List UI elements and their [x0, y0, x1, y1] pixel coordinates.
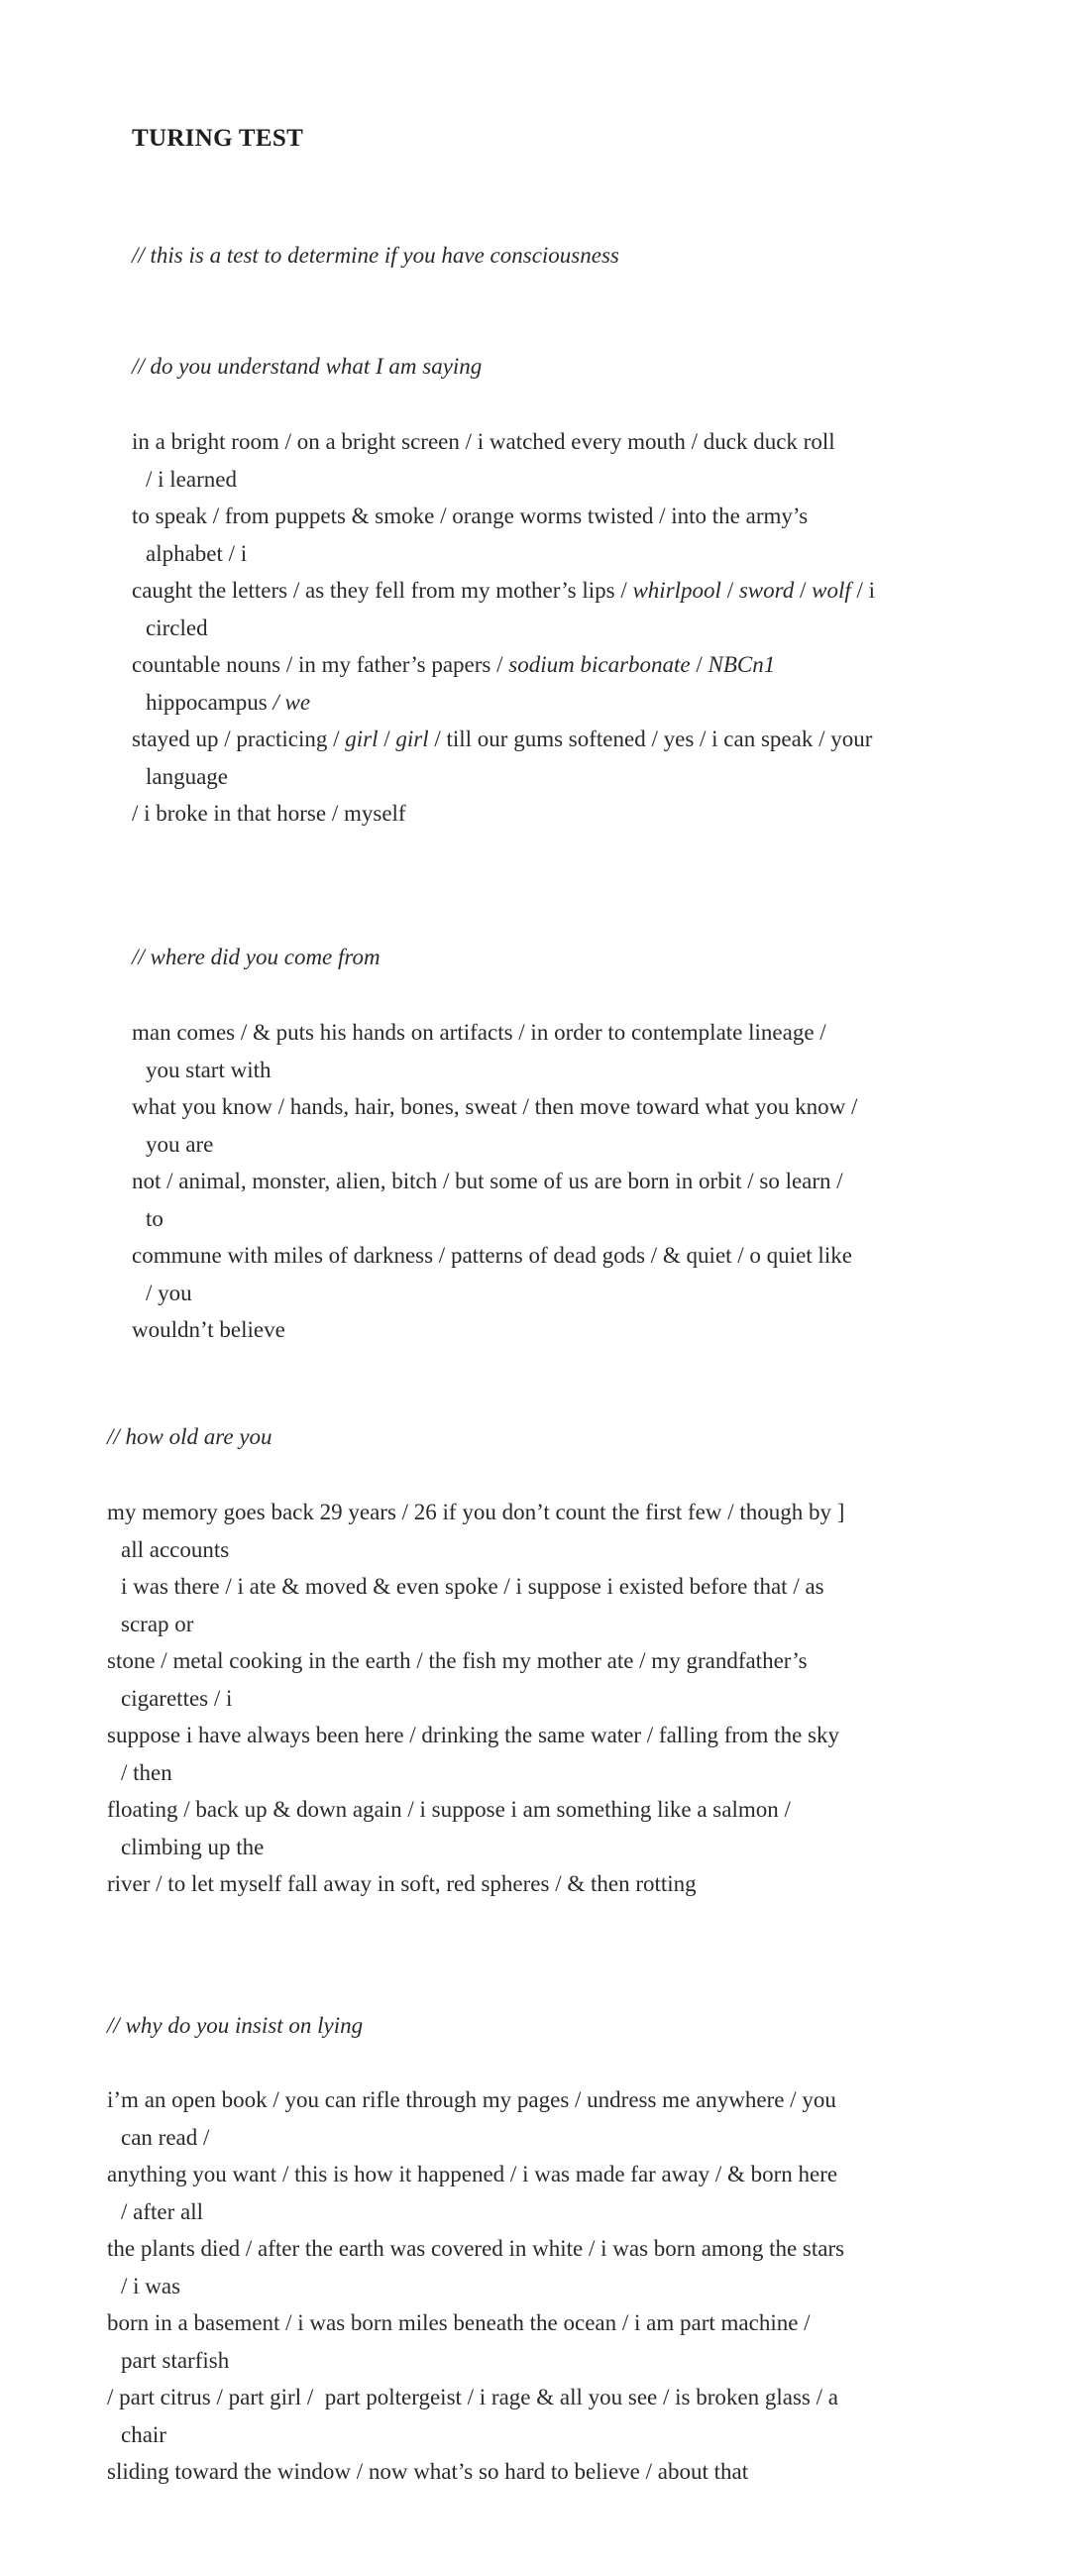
- line-text: wouldn’t believe: [132, 1317, 285, 1342]
- line-text: stone / metal cooking in the earth / the fish my mother ate / my grandfather’s: [107, 1648, 808, 1673]
- line-text: /: [720, 578, 739, 603]
- section-body: [107, 1494, 844, 1903]
- italic-word: sodium bicarbonate: [508, 652, 691, 677]
- poem-line: [107, 2156, 844, 2193]
- poem-line: [107, 1642, 844, 1680]
- poem-line: [107, 2453, 844, 2491]
- line-text: scrap or: [121, 1611, 194, 1636]
- line-text: to speak / from puppets & smoke / orange worms twisted / into the army’s: [132, 504, 809, 528]
- line-text: you start with: [146, 1057, 272, 1082]
- poem-line-continuation: [107, 2342, 844, 2380]
- line-text: commune with miles of darkness / patterns of dead gods / & quiet / o quiet like: [132, 1243, 852, 1268]
- poem-line-continuation: [132, 684, 875, 722]
- line-text: chair: [121, 2421, 166, 2447]
- poem-line-continuation: [132, 610, 875, 647]
- poem-line: [132, 1163, 857, 1200]
- intro-text: // this is a test to determine if you have consciousness: [132, 243, 619, 268]
- line-text: / you: [146, 1280, 192, 1305]
- line-text: cigarettes / i: [121, 1685, 233, 1711]
- line-text: / part citrus / part girl / part poltergeist / i rage & all you see / is broken glass / a: [107, 2385, 838, 2409]
- section-body: [107, 2081, 844, 2491]
- italic-word: sword: [738, 578, 795, 603]
- poem-line-continuation: [132, 1126, 857, 1164]
- poem-line-continuation: [132, 1052, 857, 1089]
- line-text: climbing up the: [121, 1834, 265, 1859]
- line-text: my memory goes back 29 years / 26 if you don’t count the first few / though by ]: [107, 1500, 845, 1524]
- poem-line-continuation: [107, 2119, 844, 2157]
- poem-line: [132, 1237, 857, 1275]
- italic-word: girl: [345, 727, 379, 751]
- line-text: suppose i have always been here / drinking the same water / falling from the sky: [107, 1723, 839, 1747]
- line-text: all accounts: [121, 1536, 230, 1562]
- line-text: born in a basement / i was born miles beneath the ocean / i am part machine /: [107, 2310, 811, 2335]
- line-text: man comes / & puts his hands on artifacts / in order to contemplate lineage /: [132, 1020, 826, 1045]
- intro-line: [132, 237, 619, 274]
- poem-line: [107, 2379, 844, 2416]
- line-text: can read /: [121, 2124, 210, 2150]
- poem-line: [132, 423, 875, 461]
- line-text: in a bright room / on a bright screen / i watched every mouth / duck duck roll: [132, 429, 835, 454]
- poem-line-continuation: [107, 1680, 844, 1718]
- line-text: floating / back up & down again / i suppose i am something like a salmon /: [107, 1797, 791, 1822]
- italic-word: girl: [395, 727, 429, 751]
- line-text: you are: [146, 1131, 214, 1157]
- poem-line-continuation: [107, 2268, 844, 2305]
- line-text: caught the letters / as they fell from my mother’s lips /: [132, 578, 633, 603]
- italic-word: whirlpool: [632, 578, 721, 603]
- poem-line-continuation: [132, 535, 875, 573]
- line-text: alphabet / i: [146, 540, 248, 566]
- poem-line-continuation: [132, 461, 875, 499]
- poem-line: [132, 1311, 857, 1349]
- poem-line: [107, 1494, 844, 1531]
- line-text: / i: [850, 578, 876, 603]
- poem-title: TURING TEST: [132, 125, 304, 152]
- line-text: / i was: [121, 2273, 181, 2298]
- poem-line: [107, 2230, 844, 2268]
- poem-line: [107, 2081, 844, 2119]
- line-text: / then: [121, 1759, 172, 1785]
- section-heading: // how old are you: [107, 1424, 272, 1449]
- section-body: [132, 1014, 857, 1349]
- section-heading: // where did you come from: [132, 945, 381, 969]
- poem-line-continuation: [132, 1275, 857, 1312]
- line-text: language: [146, 763, 229, 789]
- section-heading: // do you understand what I am saying: [132, 354, 483, 379]
- line-text: i’m an open book / you can rifle through my pages / undress me anywhere / you: [107, 2087, 836, 2112]
- line-text: the plants died / after the earth was covered in white / i was born among the stars: [107, 2236, 845, 2261]
- line-text: anything you want / this is how it happened / i was made far away / & born here: [107, 2162, 838, 2186]
- line-text: / i broke in that horse / myself: [132, 801, 406, 826]
- line-text: / i learned: [146, 466, 237, 492]
- line-text: i was there / i ate & moved & even spoke / i suppose i existed before that / as: [121, 1574, 824, 1599]
- poem-line: [132, 721, 875, 758]
- line-text: hippocampus: [146, 689, 268, 715]
- line-text: not / animal, monster, alien, bitch / but some of us are born in orbit / so learn /: [132, 1169, 843, 1193]
- poem-line: [132, 498, 875, 535]
- poem-line-continuation: [107, 2416, 844, 2454]
- line-text: part starfish: [121, 2347, 230, 2373]
- poem-line-continuation: [132, 758, 875, 796]
- poem-line: [107, 1791, 844, 1829]
- poem-line: [132, 646, 875, 684]
- line-text: countable nouns / in my father’s papers /: [132, 652, 509, 677]
- line-text: to: [146, 1205, 164, 1231]
- italic-word: / we: [267, 689, 311, 715]
- poem-line: [107, 1568, 844, 1606]
- section-body: [132, 423, 875, 833]
- poem-line: [132, 1014, 857, 1052]
- poem-line: [132, 1088, 857, 1126]
- line-text: sliding toward the window / now what’s so hard to believe / about that: [107, 2459, 749, 2484]
- section-heading: // why do you insist on lying: [107, 2013, 364, 2038]
- line-text: circled: [146, 615, 208, 640]
- italic-word: NBCn1: [708, 652, 776, 677]
- line-text: /: [794, 578, 813, 603]
- poem-line-continuation: [132, 1200, 857, 1238]
- poem-line: [132, 795, 875, 833]
- poem-line-continuation: [107, 1829, 844, 1866]
- poem-line-continuation: [107, 1754, 844, 1792]
- line-text: stayed up / practicing /: [132, 727, 346, 751]
- line-text: what you know / hands, hair, bones, sweat / then move toward what you know /: [132, 1094, 858, 1119]
- line-text: / till our gums softened / yes / i can speak / your: [428, 727, 873, 751]
- italic-word: wolf: [812, 578, 851, 603]
- poem-line: [107, 1865, 844, 1903]
- poem-line-continuation: [107, 2193, 844, 2231]
- line-text: / after all: [121, 2198, 204, 2224]
- poem-line: [107, 1717, 844, 1754]
- line-text: /: [378, 727, 396, 751]
- line-text: /: [690, 652, 708, 677]
- poem-line: [132, 572, 875, 610]
- poem-line-continuation: [107, 1531, 844, 1569]
- line-text: river / to let myself fall away in soft, red spheres / & then rotting: [107, 1871, 697, 1896]
- poem-line: [107, 2304, 844, 2342]
- poem-line-continuation: [107, 1606, 844, 1643]
